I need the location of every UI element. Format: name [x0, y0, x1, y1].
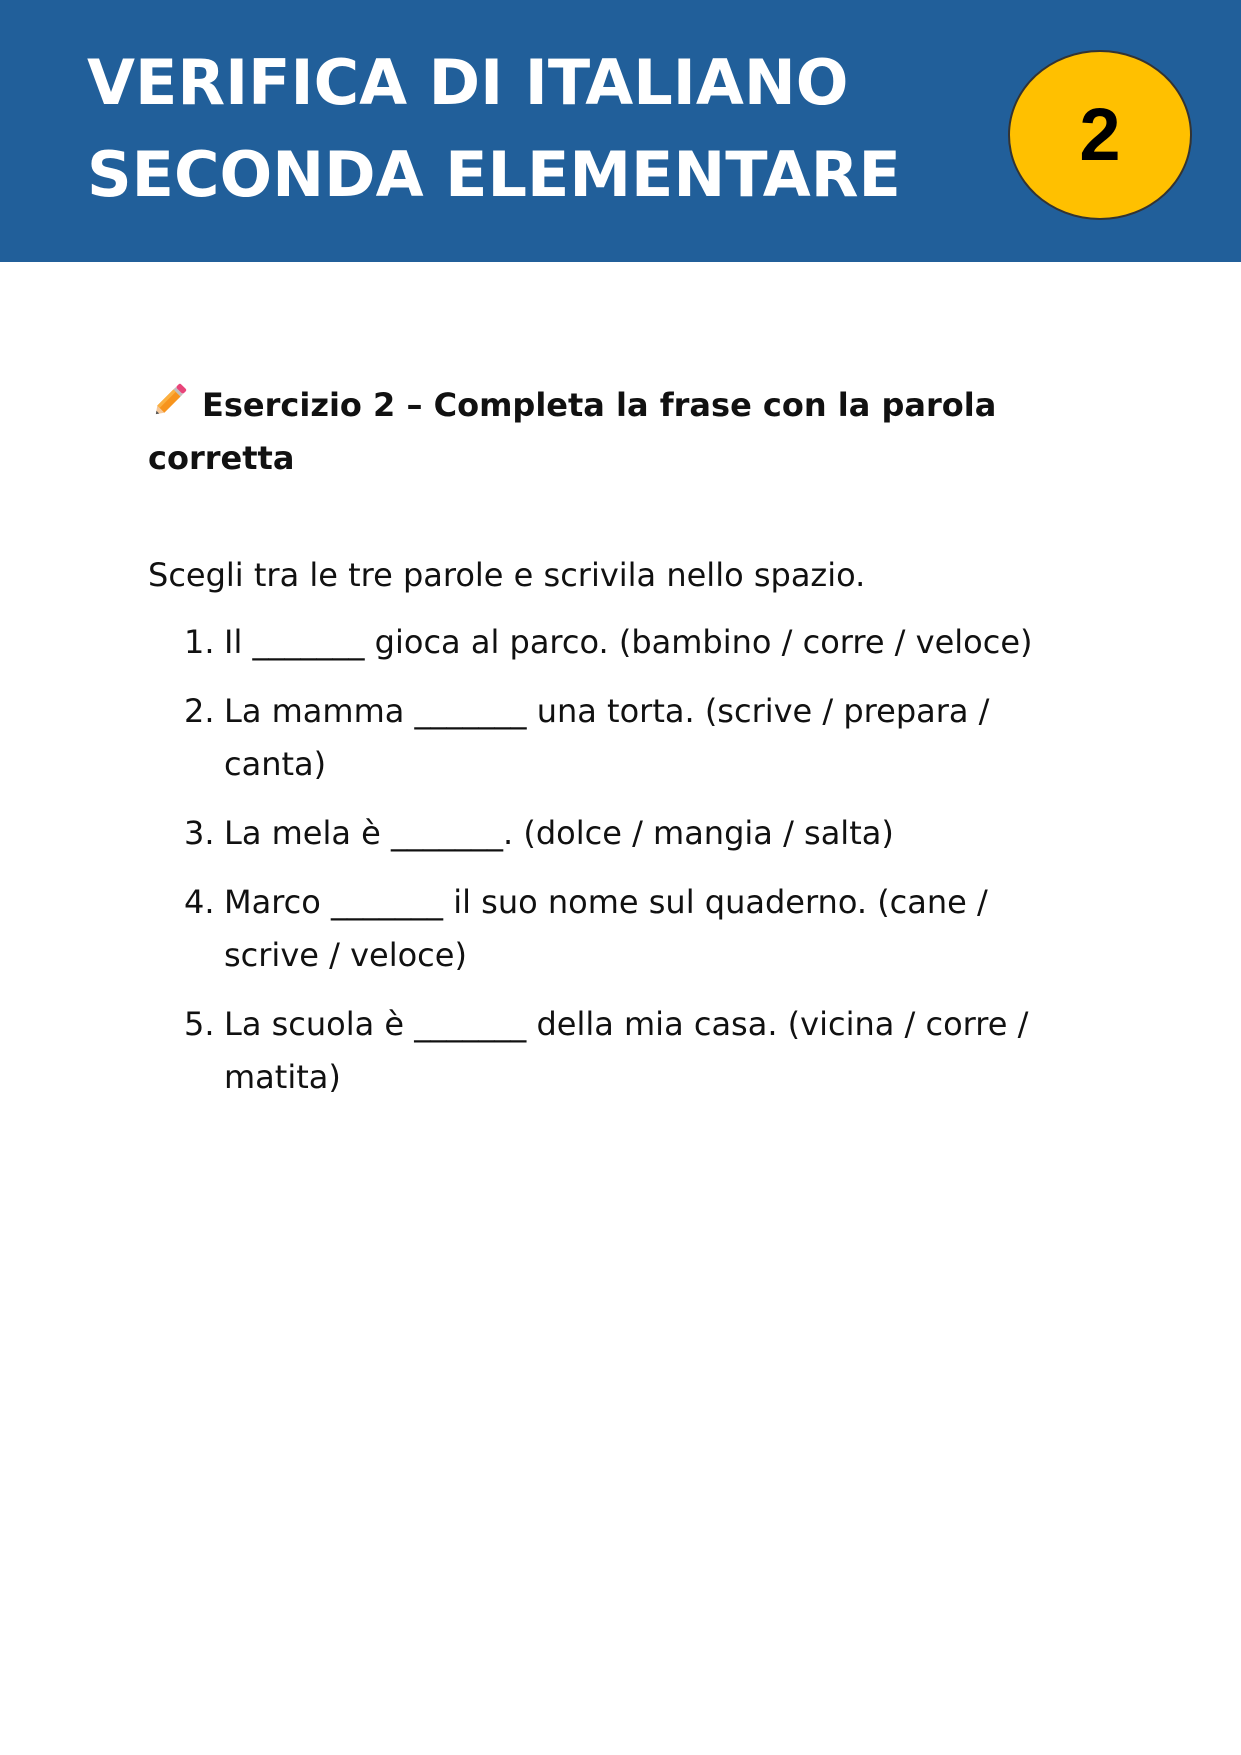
list-item: [148, 807, 1088, 860]
item-number: 2.: [184, 692, 215, 730]
item-number: 4.: [184, 883, 215, 921]
exercise-title: Esercizio 2 – Completa la frase con la parola corretta: [148, 386, 997, 477]
item-text: La mela è _______. (dolce / mangia / salta): [224, 814, 894, 852]
exercise-section: [148, 378, 1088, 1120]
page-title-line-1: VERIFICA DI ITALIANO: [87, 46, 849, 119]
item-text: Marco _______ il suo nome sul quaderno. (cane / scrive / veloce): [224, 883, 988, 974]
page-title-line-2: SECONDA ELEMENTARE: [87, 138, 901, 211]
pencil-icon: [148, 378, 192, 422]
item-number: 5.: [184, 1005, 215, 1043]
number-badge: [1008, 50, 1192, 220]
item-number: 1.: [184, 623, 215, 661]
item-text: Il _______ gioca al parco. (bambino / corre / veloce): [224, 623, 1033, 661]
exercise-instruction: Scegli tra le tre parole e scrivila nello spazio.: [148, 556, 866, 594]
list-item: [148, 616, 1088, 669]
exercise-heading: [148, 378, 1088, 485]
exercise-list: [148, 616, 1088, 1104]
list-item: [148, 876, 1088, 982]
item-text: La scuola è _______ della mia casa. (vicina / corre / matita): [224, 1005, 1029, 1096]
header-banner: [0, 0, 1241, 262]
item-number: 3.: [184, 814, 215, 852]
badge-number: 2: [1079, 93, 1121, 176]
list-item: [148, 685, 1088, 791]
item-text: La mamma _______ una torta. (scrive / prepara / canta): [224, 692, 990, 783]
list-item: [148, 998, 1088, 1104]
